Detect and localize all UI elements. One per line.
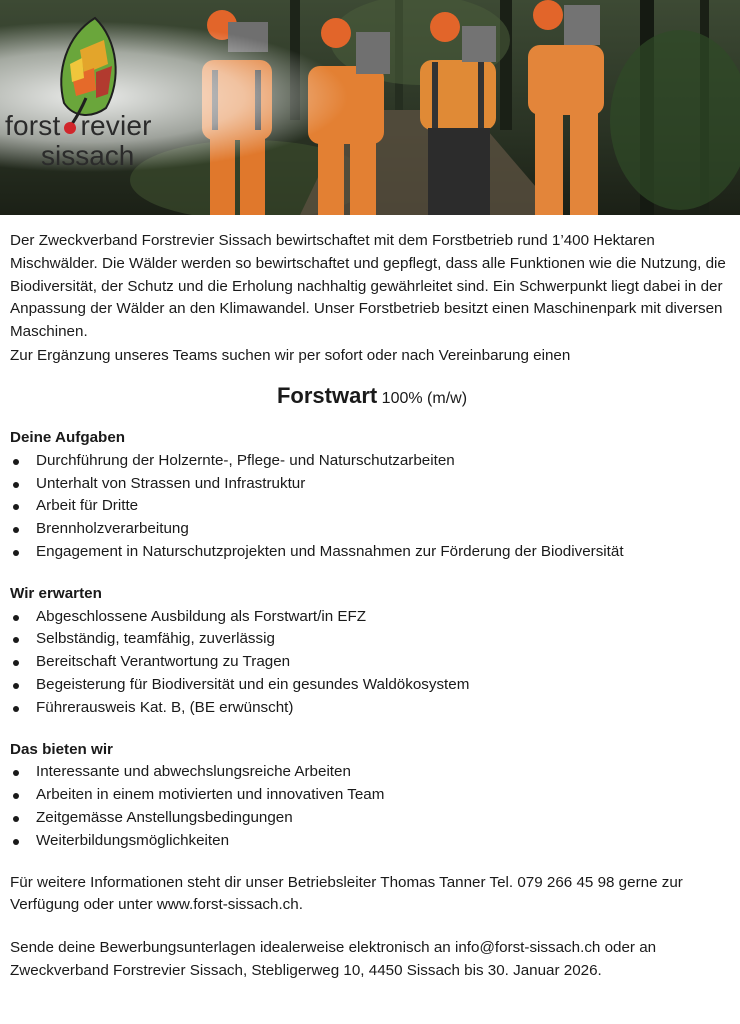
intro-paragraph: Der Zweckverband Forstrevier Sissach bewirtschaftet mit dem Forstbetrieb rund 1’400 Hektaren Mischwälder. Die Wälder werden so bewirtschaftet und gepflegt, dass alle Funktionen wie die Nutzung, die Biodiversität, der Schutz und die Erholung nachhaltig gewährleitet sind. Ein Schwerpunkt liegt dabei in der Anpassung der Wälder an den Klimawandel. Unser Forstbetrieb besitzt einen Maschinenpark mit diversen Maschinen. — [10, 232, 726, 341]
section-heading: Wir erwarten — [10, 584, 102, 602]
logo-word-forst: forst — [5, 110, 61, 141]
task-list — [10, 450, 734, 564]
list-item: Engagement in Naturschutzprojekten und Massnahmen zur Förderung der Biodiversität — [10, 541, 734, 564]
list-item: Brennholzverarbeitung — [10, 518, 734, 541]
seeking-paragraph: Zur Ergänzung unseres Teams suchen wir per sofort oder nach Vereinbarung einen — [10, 347, 571, 364]
forest-workers-photo — [0, 0, 740, 215]
list-item: Begeisterung für Biodiversität und ein gesundes Waldökosystem — [10, 674, 734, 697]
list-item: Weiterbildungsmöglichkeiten — [10, 830, 734, 853]
list-item: Abgeschlossene Ausbildung als Forstwart/in EFZ — [10, 606, 734, 629]
section-offers — [10, 739, 734, 853]
position-name: Forstwart — [276, 383, 378, 408]
logo-word-revier: revier — [80, 110, 152, 141]
hero-banner — [0, 0, 740, 215]
list-item: Durchführung der Holzernte-, Pflege- und Naturschutzarbeiten — [10, 450, 734, 473]
list-item: Bereitschaft Verantwortung zu Tragen — [10, 651, 734, 674]
section-tasks — [10, 427, 734, 564]
section-expectations — [10, 583, 734, 720]
logo-red-dot-icon — [64, 122, 76, 134]
list-item: Arbeit für Dritte — [10, 495, 734, 518]
logo-word-sissach: sissach — [41, 140, 135, 171]
list-item: Arbeiten in einem motivierten und innovativen Team — [10, 784, 734, 807]
position-detail: 100% (m/w) — [381, 390, 468, 407]
application-paragraph: Sende deine Bewerbungsunterlagen idealerweise elektronisch an info@forst-sissach.ch oder an Zweckverband Forstrevier Sissach, Stebligerweg 10, 4450 Sissach bis 30. Januar 2026. — [10, 939, 657, 979]
position-title — [10, 381, 734, 427]
job-posting-body — [10, 230, 734, 983]
list-item: Interessante und abwechslungsreiche Arbeiten — [10, 761, 734, 784]
section-heading: Deine Aufgaben — [10, 429, 126, 446]
contact-info-paragraph: Für weitere Informationen steht dir unser Betriebsleiter Thomas Tanner Tel. 079 266 45 98 gerne zur Verfügung oder unter www.forst-sissach.ch. — [10, 873, 683, 914]
list-item: Führerausweis Kat. B, (BE erwünscht) — [10, 697, 734, 720]
logo-text — [5, 112, 152, 170]
list-item: Selbständig, teamfähig, zuverlässig — [10, 628, 734, 651]
expectation-list — [10, 606, 734, 720]
offer-list — [10, 761, 734, 852]
list-item: Zeitgemässe Anstellungsbedingungen — [10, 807, 734, 830]
list-item: Unterhalt von Strassen und Infrastruktur — [10, 473, 734, 496]
section-heading: Das bieten wir — [10, 740, 113, 758]
